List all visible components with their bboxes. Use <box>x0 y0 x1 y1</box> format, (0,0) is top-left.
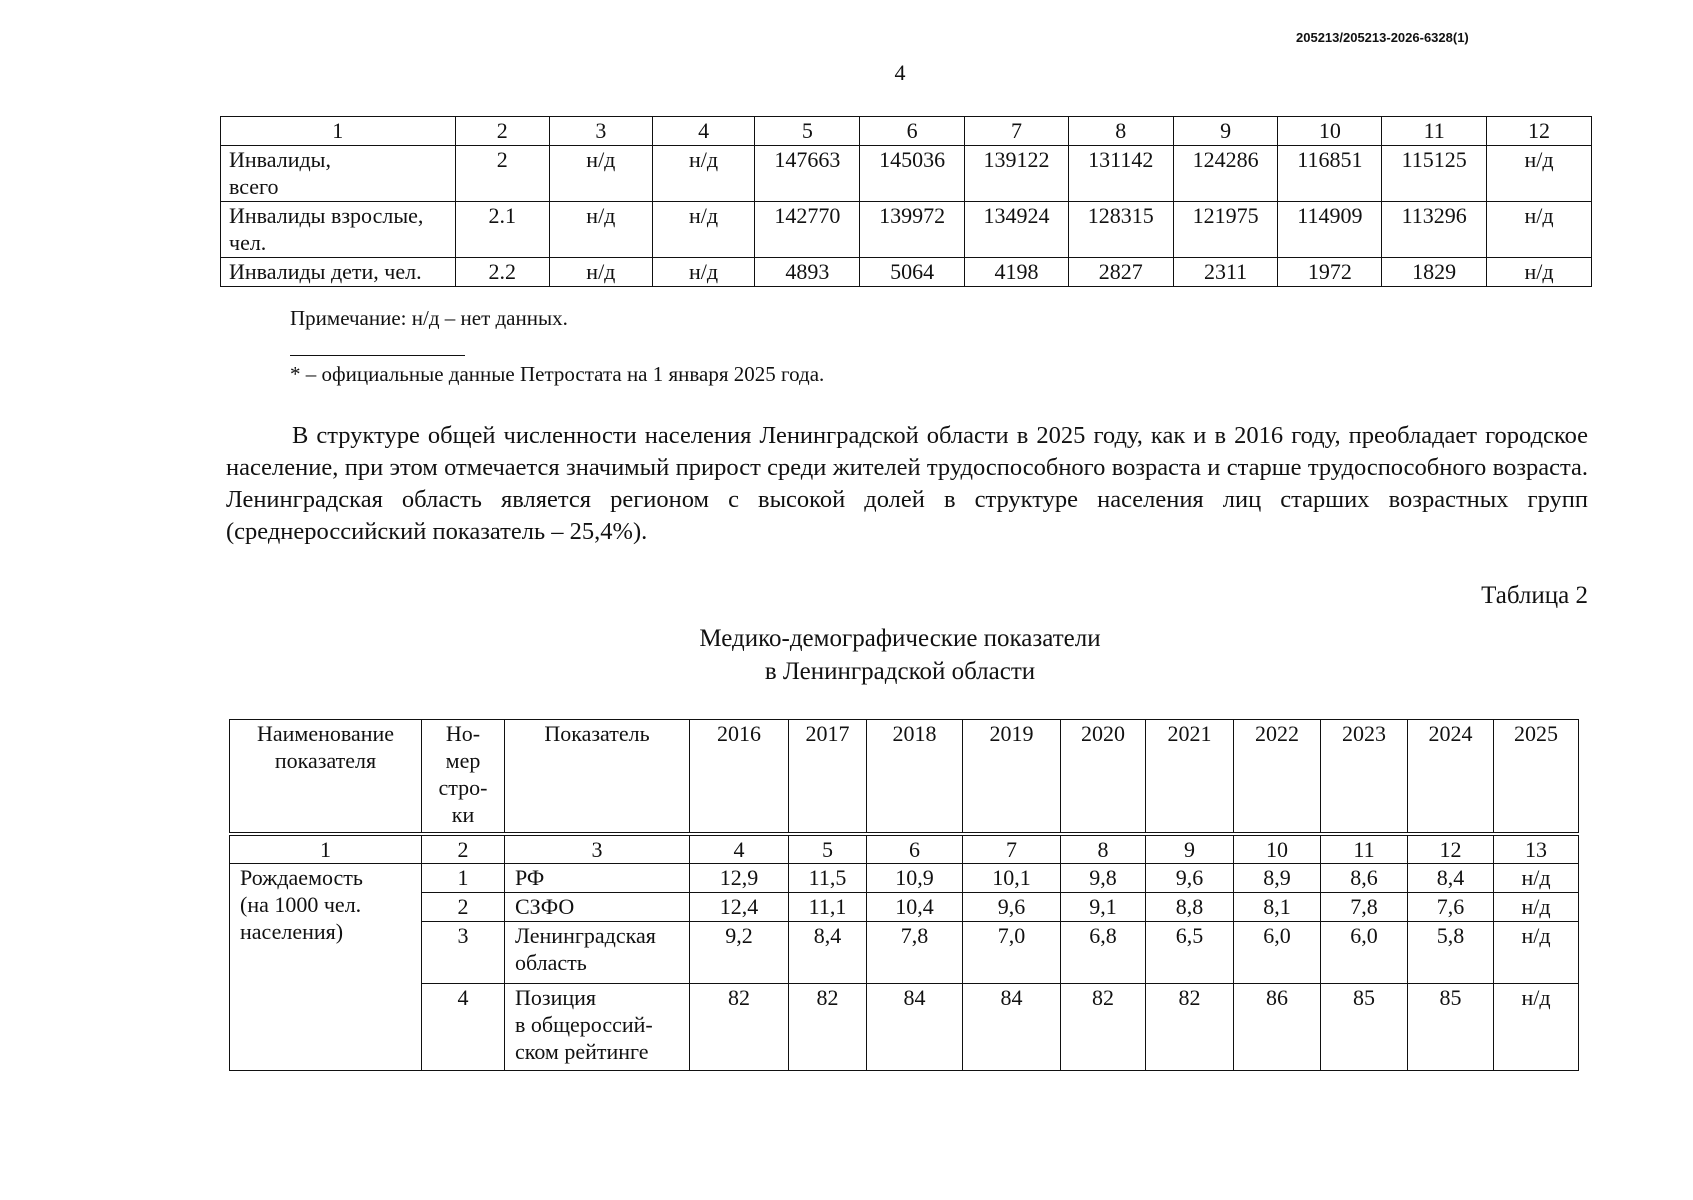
table-cell: 8,4 <box>1408 864 1494 893</box>
body-paragraph: В структуре общей численности населения Ленинградской области в 2025 году, как и в 2016 году, преобладает городское население, при этом отмечается значимый прирост среди жителей трудоспособного возраста и старше трудоспособного возраста. Ленинградская область является регионом с высокой долей в структуре населения лиц старших возрастных групп (среднероссийский показатель – 25,4%). <box>226 422 1588 545</box>
indicator-name: СЗФО <box>505 893 690 922</box>
column-number: 7 <box>963 834 1061 864</box>
column-header: 2022 <box>1234 720 1321 835</box>
table-header-row <box>230 720 1579 835</box>
column-number: 9 <box>1173 117 1278 146</box>
column-header: 2024 <box>1408 720 1494 835</box>
column-number: 9 <box>1146 834 1234 864</box>
table-cell: 10,4 <box>867 893 963 922</box>
table-row <box>230 984 1579 1071</box>
disability-table <box>220 116 1592 287</box>
table-cell: 134924 <box>965 202 1069 258</box>
table-title-line: Медико-демографические показатели <box>699 625 1101 652</box>
table-cell: 113296 <box>1382 202 1487 258</box>
column-number: 4 <box>652 117 755 146</box>
column-number: 8 <box>1068 117 1173 146</box>
table-cell: н/д <box>1494 864 1579 893</box>
column-number: 3 <box>549 117 652 146</box>
column-number: 5 <box>755 117 860 146</box>
table-cell: 84 <box>963 984 1061 1071</box>
table-cell: 9,6 <box>1146 864 1234 893</box>
table-cell: 9,8 <box>1061 864 1146 893</box>
table-cell: 5064 <box>860 258 965 287</box>
table-cell: н/д <box>1487 258 1592 287</box>
table-cell: 8,8 <box>1146 893 1234 922</box>
column-number: 12 <box>1487 117 1592 146</box>
table-row <box>230 864 1579 893</box>
table-cell: 2311 <box>1173 258 1278 287</box>
table-cell: 84 <box>867 984 963 1071</box>
table-row <box>230 893 1579 922</box>
table-cell: 8,9 <box>1234 864 1321 893</box>
row-name: Инвалиды дети, чел. <box>221 258 456 287</box>
column-number: 8 <box>1061 834 1146 864</box>
table-cell: 9,1 <box>1061 893 1146 922</box>
column-number: 11 <box>1321 834 1408 864</box>
document-id: 205213/205213-2026-6328(1) <box>1296 30 1469 45</box>
table-cell: 11,1 <box>789 893 867 922</box>
column-header: Но- мер стро- ки <box>422 720 505 835</box>
table-cell: 8,4 <box>789 922 867 984</box>
column-number: 13 <box>1494 834 1579 864</box>
table-cell: 82 <box>1061 984 1146 1071</box>
table-cell: 2.1 <box>455 202 549 258</box>
row-name: Инвалиды взрослые, чел. <box>221 202 456 258</box>
table-cell: 82 <box>789 984 867 1071</box>
column-header: Показатель <box>505 720 690 835</box>
column-number: 3 <box>505 834 690 864</box>
column-header: 2017 <box>789 720 867 835</box>
table-cell: 142770 <box>755 202 860 258</box>
table-cell: 145036 <box>860 146 965 202</box>
table-cell: 7,8 <box>1321 893 1408 922</box>
table-cell: 10,1 <box>963 864 1061 893</box>
column-header: 2019 <box>963 720 1061 835</box>
table-cell: 9,2 <box>690 922 789 984</box>
column-number: 5 <box>789 834 867 864</box>
column-number: 1 <box>230 834 422 864</box>
column-header: 2018 <box>867 720 963 835</box>
group-name: Рождаемость (на 1000 чел. населения) <box>230 864 422 1071</box>
table-cell: 128315 <box>1068 202 1173 258</box>
column-number: 2 <box>455 117 549 146</box>
table-cell: 114909 <box>1278 202 1382 258</box>
table-cell: 9,6 <box>963 893 1061 922</box>
footnote: * – официальные данные Петростата на 1 января 2025 года. <box>290 362 825 386</box>
column-header: 2021 <box>1146 720 1234 835</box>
table-cell: 11,5 <box>789 864 867 893</box>
table-cell: н/д <box>652 258 755 287</box>
table-cell: 85 <box>1321 984 1408 1071</box>
table-cell: 124286 <box>1173 146 1278 202</box>
indicator-name: РФ <box>505 864 690 893</box>
column-header: 2020 <box>1061 720 1146 835</box>
table-cell: 10,9 <box>867 864 963 893</box>
row-name: Инвалиды, всего <box>221 146 456 202</box>
table-cell: 115125 <box>1382 146 1487 202</box>
table-cell: 7,0 <box>963 922 1061 984</box>
table-cell: 147663 <box>755 146 860 202</box>
row-number: 3 <box>422 922 505 984</box>
column-header: 2025 <box>1494 720 1579 835</box>
table-cell: н/д <box>652 202 755 258</box>
column-number: 7 <box>965 117 1069 146</box>
footnote-divider <box>290 355 465 356</box>
table-cell: 6,0 <box>1321 922 1408 984</box>
table-row <box>221 146 1592 202</box>
table-row <box>230 922 1579 984</box>
table-cell: 86 <box>1234 984 1321 1071</box>
column-number: 12 <box>1408 834 1494 864</box>
table-row <box>221 202 1592 258</box>
table-cell: 82 <box>1146 984 1234 1071</box>
column-number: 10 <box>1234 834 1321 864</box>
column-number: 2 <box>422 834 505 864</box>
page-number: 4 <box>894 60 906 85</box>
table-title-line: в Ленинградской области <box>764 658 1036 685</box>
table-cell: н/д <box>1494 922 1579 984</box>
column-number: 11 <box>1382 117 1487 146</box>
table-cell: 8,6 <box>1321 864 1408 893</box>
table-cell: 1829 <box>1382 258 1487 287</box>
table-cell: 82 <box>690 984 789 1071</box>
table-cell: 7,6 <box>1408 893 1494 922</box>
table-cell: 7,8 <box>867 922 963 984</box>
table-title <box>600 622 1200 688</box>
column-header: 2023 <box>1321 720 1408 835</box>
table-cell: 116851 <box>1278 146 1382 202</box>
table-cell: 4198 <box>965 258 1069 287</box>
row-number: 4 <box>422 984 505 1071</box>
column-number: 10 <box>1278 117 1382 146</box>
column-number-row <box>230 834 1579 864</box>
column-number: 6 <box>867 834 963 864</box>
table-cell: 8,1 <box>1234 893 1321 922</box>
table-cell: 85 <box>1408 984 1494 1071</box>
column-header: Наименование показателя <box>230 720 422 835</box>
table-cell: 2827 <box>1068 258 1173 287</box>
table-cell: 2.2 <box>455 258 549 287</box>
table-cell: н/д <box>549 258 652 287</box>
table-cell: 12,4 <box>690 893 789 922</box>
table-cell: 1972 <box>1278 258 1382 287</box>
table-cell: н/д <box>1487 202 1592 258</box>
table-cell: 6,0 <box>1234 922 1321 984</box>
table-remark: Примечание: н/д – нет данных. <box>290 306 568 330</box>
table-cell: н/д <box>1487 146 1592 202</box>
table-cell: н/д <box>549 146 652 202</box>
table-cell: 139972 <box>860 202 965 258</box>
table-cell: 4893 <box>755 258 860 287</box>
row-number: 1 <box>422 864 505 893</box>
table-cell: н/д <box>1494 893 1579 922</box>
table-cell: 6,8 <box>1061 922 1146 984</box>
table-cell: 139122 <box>965 146 1069 202</box>
table-cell: н/д <box>652 146 755 202</box>
column-number: 6 <box>860 117 965 146</box>
table-label: Таблица 2 <box>1481 582 1588 609</box>
table-row <box>221 258 1592 287</box>
table-cell: 2 <box>455 146 549 202</box>
column-number: 1 <box>221 117 456 146</box>
table-cell: н/д <box>549 202 652 258</box>
indicator-name: Ленинградская область <box>505 922 690 984</box>
row-number: 2 <box>422 893 505 922</box>
table-cell: 121975 <box>1173 202 1278 258</box>
table-cell: н/д <box>1494 984 1579 1071</box>
table-header-row <box>221 117 1592 146</box>
medical-demographic-table <box>229 719 1579 1071</box>
column-header: 2016 <box>690 720 789 835</box>
table-cell: 12,9 <box>690 864 789 893</box>
column-number: 4 <box>690 834 789 864</box>
table-cell: 6,5 <box>1146 922 1234 984</box>
table-cell: 131142 <box>1068 146 1173 202</box>
indicator-name: Позиция в общероссий- ском рейтинге <box>505 984 690 1071</box>
table-cell: 5,8 <box>1408 922 1494 984</box>
